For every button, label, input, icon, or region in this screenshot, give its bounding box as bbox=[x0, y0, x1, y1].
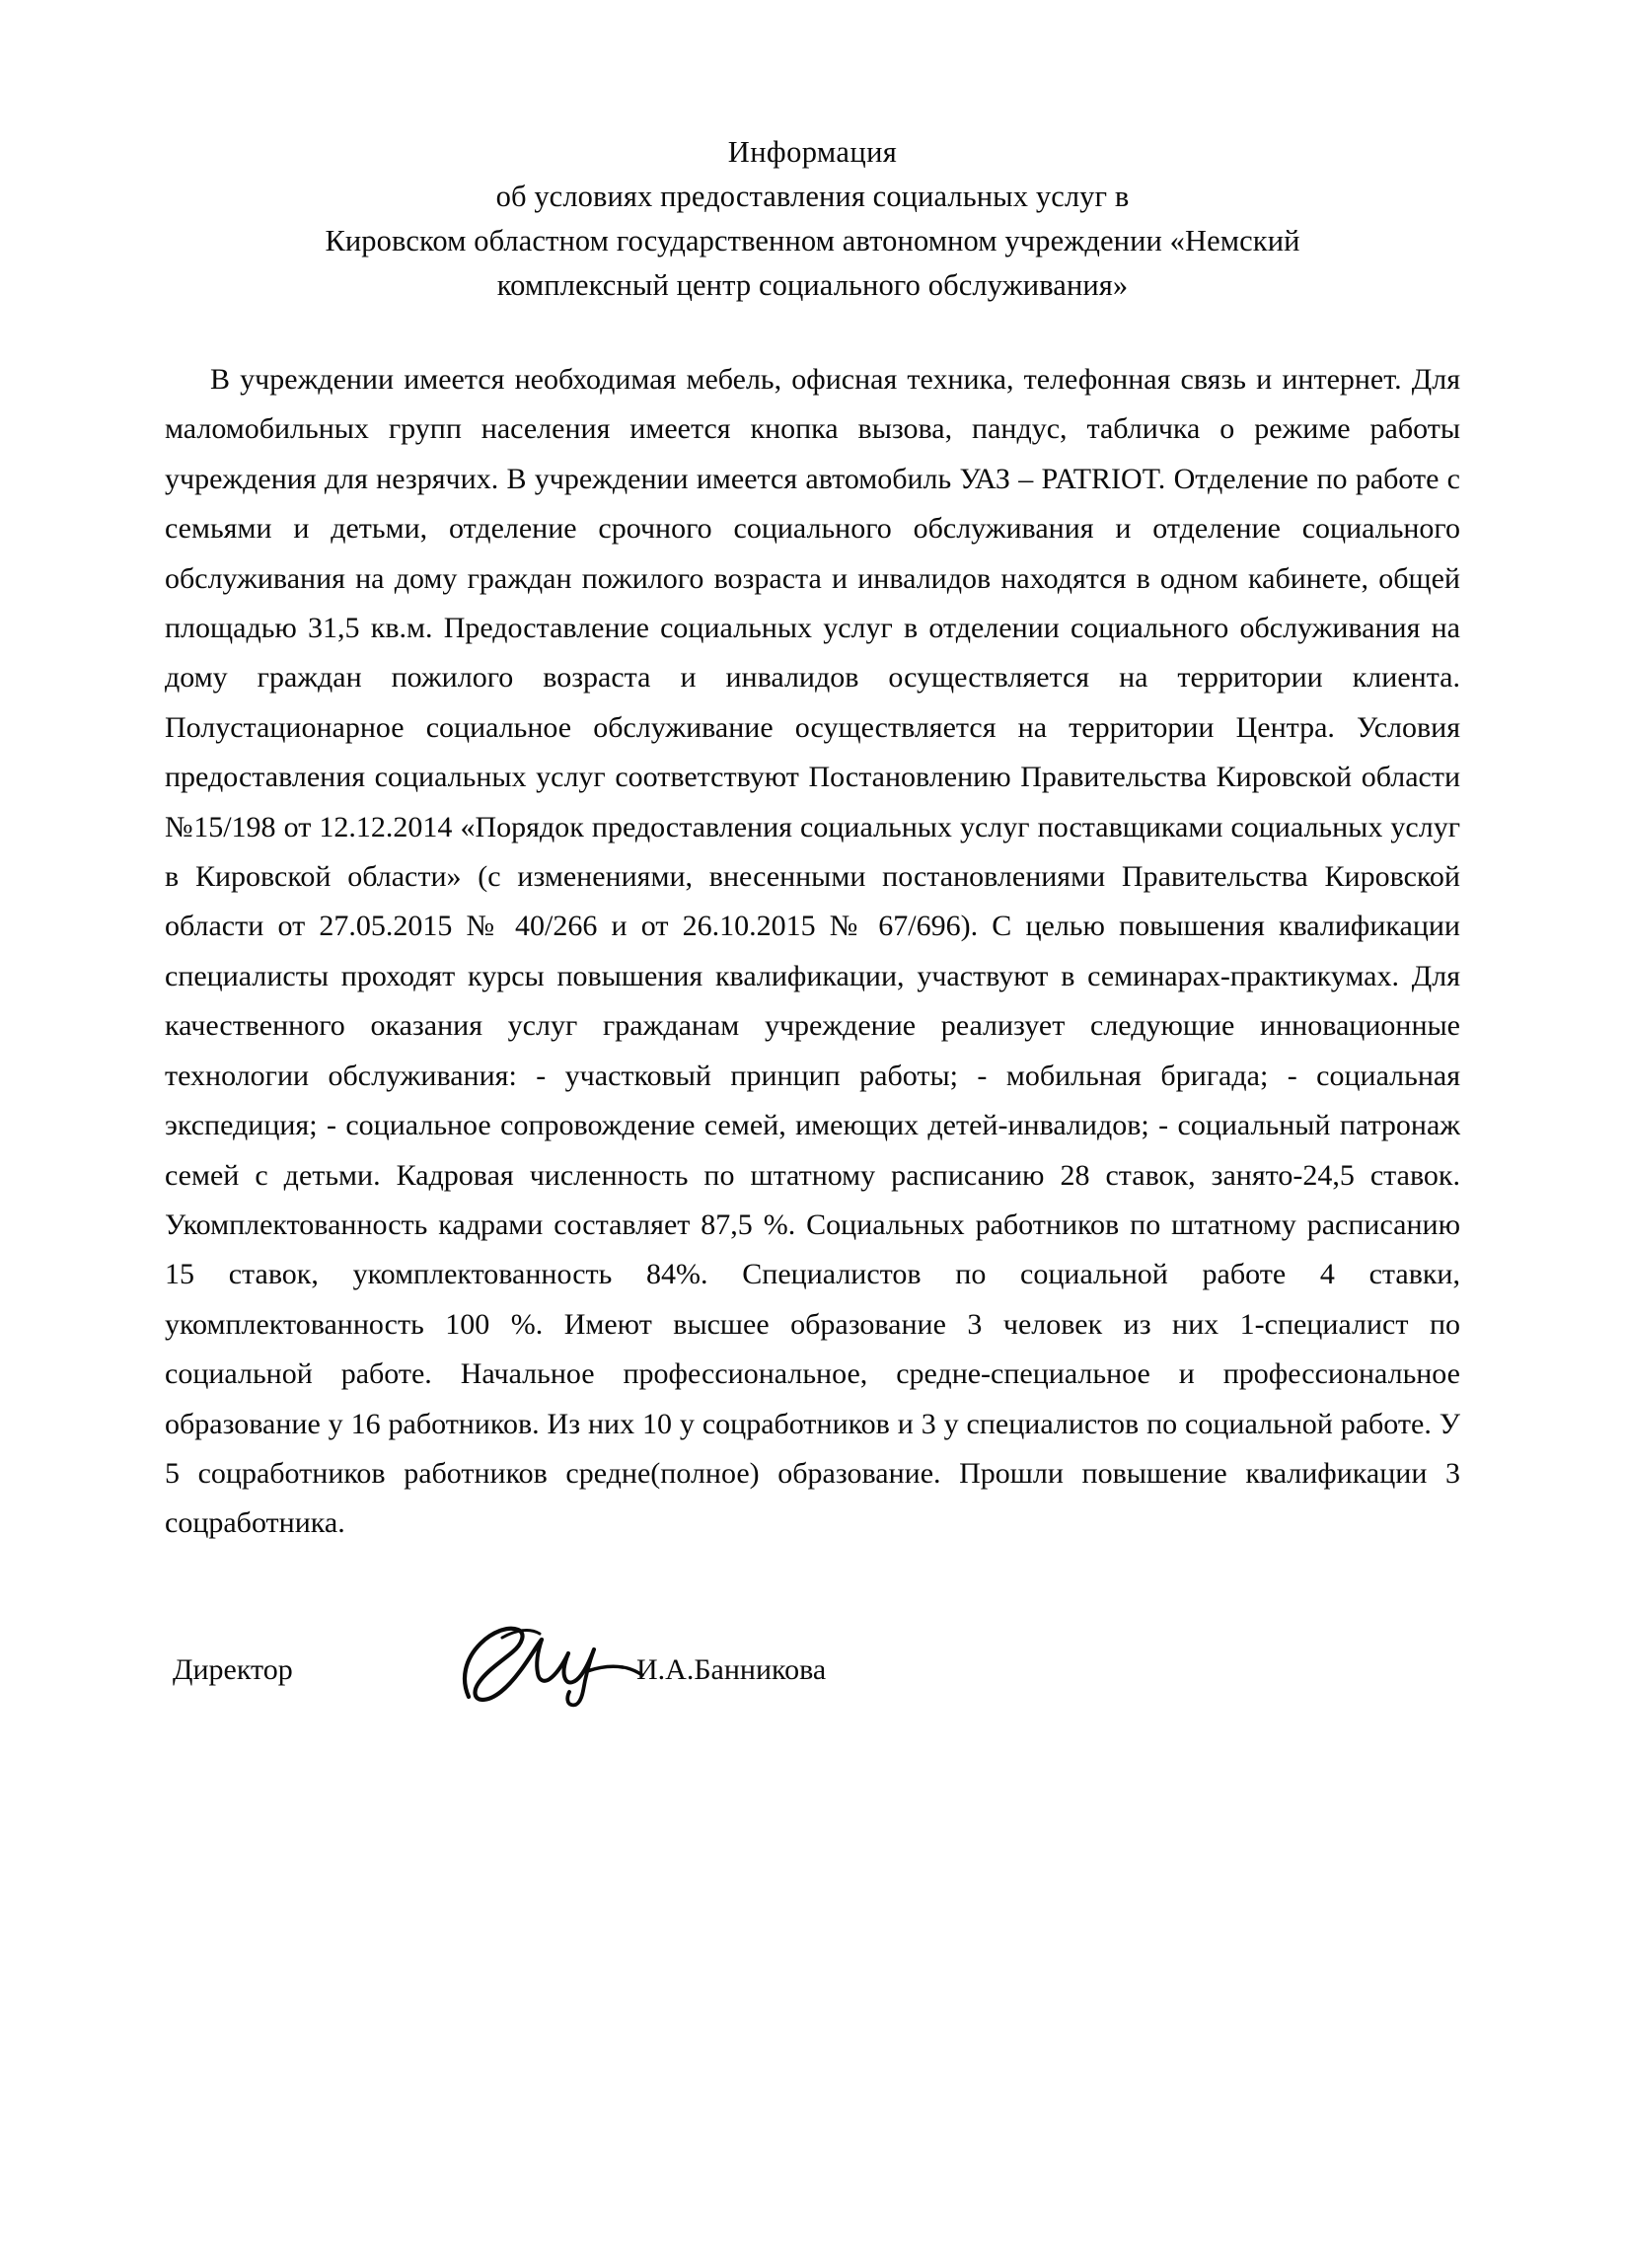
signature-block bbox=[165, 1608, 1460, 1736]
title-line-3: Кировском областном государственном автономном учреждении «Немский bbox=[325, 224, 1300, 257]
document-content bbox=[165, 0, 1460, 1736]
document-title bbox=[165, 130, 1460, 308]
title-line-2: об условиях предоставления социальных услуг в bbox=[495, 180, 1130, 213]
document-body bbox=[165, 355, 1460, 1549]
signatory-role: Директор bbox=[173, 1652, 293, 1686]
title-line-1: Информация bbox=[727, 135, 898, 169]
title-line-4: комплексный центр социального обслуживания» bbox=[496, 268, 1129, 302]
body-paragraph: В учреждении имеется необходимая мебель, офисная техника, телефонная связь и интернет. Для маломобильных групп населения имеется кнопка вызова, пандус, табличка о режиме работы учреждения для незрячих. В учреждении имеется автомобиль УАЗ – PATRIOT. Отделение по работе с семьями и детьми, отделение срочного социального обслуживания и отделение социального обслуживания на дому граждан пожилого возраста и инвалидов находятся в одном кабинете, общей площадью 31,5 кв.м. Предоставление социальных услуг в отделении социального обслуживания на дому граждан пожилого возраста и инвалидов осуществляется на территории клиента. Полустационарное социальное обслуживание осуществляется на территории Центра. Условия предоставления социальных услуг соответствуют Постановлению Правительства Кировской области №15/198 от 12.12.2014 «Порядок предоставления социальных услуг поставщиками социальных услуг в Кировской области» (с изменениями, внесенными постановлениями Правительства Кировской области от 27.05.2015 № 40/266 и от 26.10.2015 № 67/696). С целью повышения квалификации специалисты проходят курсы повышения квалификации, участвуют в семинарах-практикумах. Для качественного оказания услуг гражданам учреждение реализует следующие инновационные технологии обслуживания: - участковый принцип работы; - мобильная бригада; - социальная экспедиция; - социальное сопровождение семей, имеющих детей-инвалидов; - социальный патронаж семей с детьми. Кадровая численность по штатному расписанию 28 ставок, занято-24,5 ставок. Укомплектованность кадрами составляет 87,5 %. Социальных работников по штатному расписанию 15 ставок, укомплектованность 84%. Специалистов по социальной работе 4 ставки, укомплектованность 100 %. Имеют высшее образование 3 человек из них 1-специалист по социальной работе. Начальное профессиональное, средне-специальное и профессиональное образование у 16 работников. Из них 10 у соцработников и 3 у специалистов по социальной работе. У 5 соцработников работников средне(полное) образование. Прошли повышение квалификации 3 соцработника. bbox=[165, 363, 1460, 1540]
signatory-name: И.А.Банникова bbox=[636, 1652, 827, 1686]
